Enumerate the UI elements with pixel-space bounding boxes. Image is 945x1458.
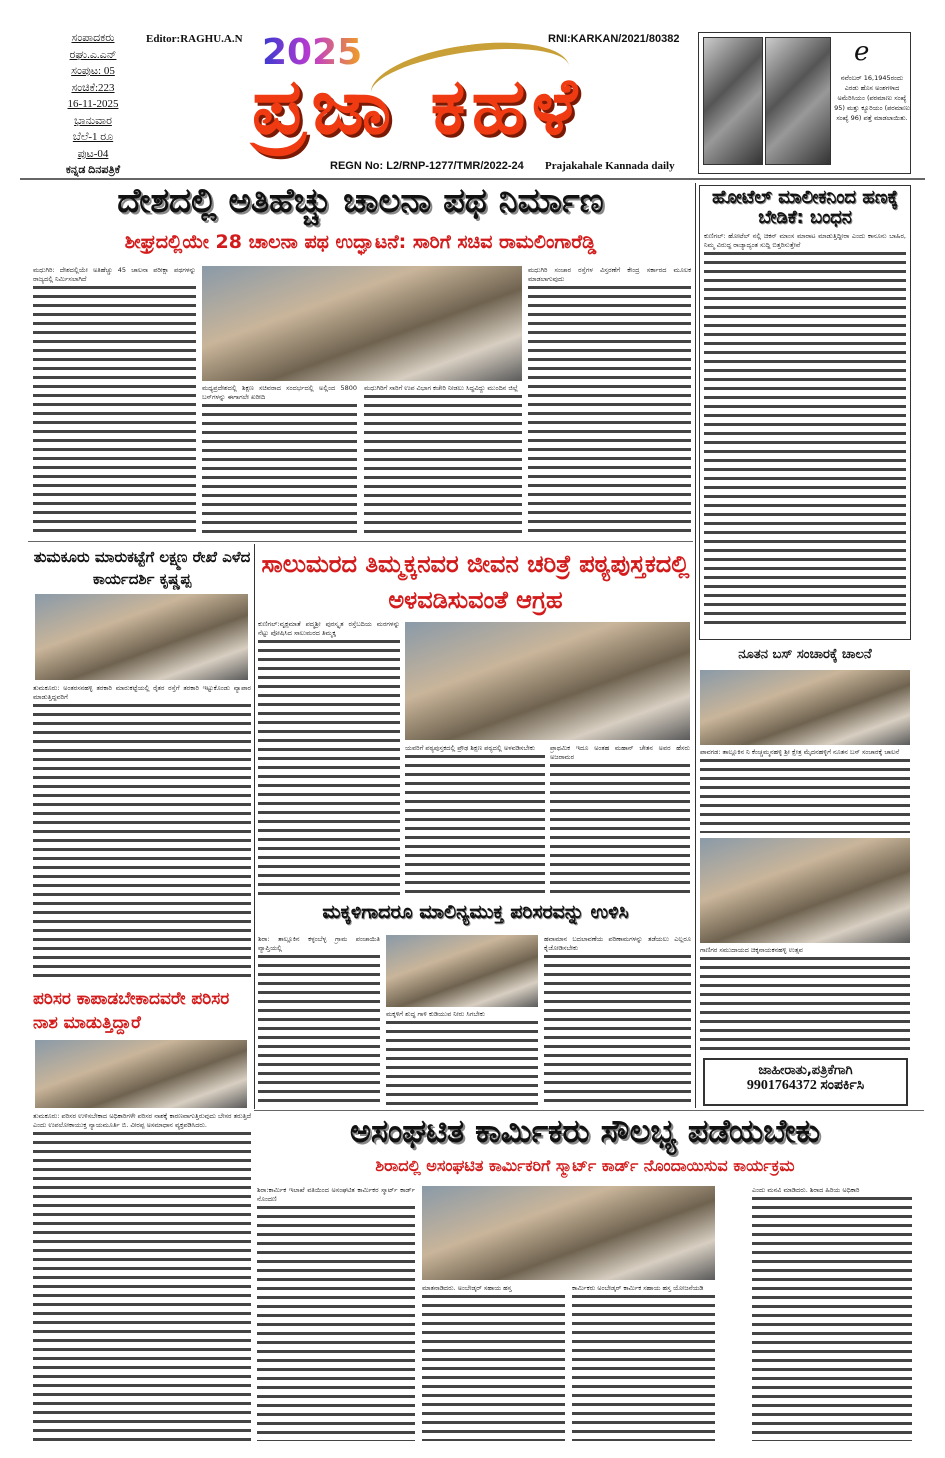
lead-subhead: ಶೀಘ್ರದಲ್ಲಿಯೇ 28 ಚಾಲನಾ ಪಥ ಉದ್ಘಾಟನೆ: ಸಾರಿಗೆ ಸಚಿವ ರಾಮಲಿಂಗಾರೆಡ್ಡಿ [124,231,597,253]
divider [254,1110,924,1111]
lead-body: ಮಧುಗಿರಿ ಸಂಚಾರ ರಸ್ತೆಗಳ ವಿಸ್ತರಣೆಗೆ ಕೇಂದ್ರ ಸರ್ಕಾರದ ಮೂಲಕ ಮಾಡಲಾಗುವುದು [528,266,691,538]
workers-body: ಎಂದು ಮನವಿ ಮಾಡಿದರು. ಶಿರಾದ ಹಿರಿಯ ಅಧಿಕಾರಿ [752,1186,912,1441]
editor-name: ರಘು.ಎ.ಎನ್ [69,48,117,61]
salumarada-body: ಕುಣಿಗಲ್:ವೃಕ್ಷಮಾತೆ ಪದ್ಮಶ್ರೀ ಪುರಸ್ಕೃತ ರಸ್ತೆಬದಿಯ ಮರಗಳನ್ನು ನೆಟ್ಟು ಪೋಷಿಸಿದ ಸಾಲುಮರದ ತಿಮ್ಮಕ್ಕ [258,620,400,898]
market-photo [35,594,248,680]
divider [28,541,693,542]
ad-contact: ಸಂಪರ್ಕಿಸಿ [820,1078,865,1093]
event-photo [700,838,910,943]
salumarada-body: ಯವರಿಗೆ ಪಠ್ಯಪುಸ್ತಕದಲ್ಲಿ ಪ್ರೌಢ ಶಿಕ್ಷಣ ಪಠ್ಯದಲ್ಲಿ ಅಳವಡಿಸಬೇಕು [405,744,545,898]
issue-number: ಸಂಚಿಕೆ:223 [71,81,115,94]
makkalu-body: ಮಕ್ಕಳಿಗೆ ಶುದ್ಧ ಗಾಳಿ ಕುಡಿಯುವ ನೀರು ಸಿಗಬೇಕು [386,1010,538,1105]
bus-headline: ನೂತನ ಬಸ್ ಸಂಚಾರಕ್ಕೆ ಚಾಲನೆ [738,647,872,662]
e-paper-icon: e [854,37,870,67]
lead-photo [202,266,522,381]
tumakuru-body: ತುಮಕೂರು: ಅಂತರಸನಹಳ್ಳಿ ತರಕಾರಿ ಮಾರುಕಟ್ಟೆಯಲ್ಲಿ ರೈತರ ರಸ್ತೆಗೆ ತರಕಾರಿ ಇಟ್ಟುಕೊಂಡು ವ್ಯಾಪಾರ ಮಾಡುತ್ತಿದ್ದವರಿಗೆ [33,684,251,982]
date: 16-11-2025 [67,98,119,110]
workers-subhead: ಶಿರಾದಲ್ಲಿ ಅಸಂಘಟಿತ ಕಾರ್ಮಿಕರಿಗೆ ಸ್ಮಾರ್ಟ್ ಕಾರ್ಡ್ ನೊಂದಾಯಿಸುವ ಕಾರ್ಯಕ್ರಮ [375,1156,795,1175]
fact-text: ನವೆಂಬರ್ 16,1945ರಂದು ಎರಡು ಹೊಸ ಅಂಶಗಳಾದ ಅಮೆರಿಸಿಯಂ (ಪರಮಾಣು ಸಂಖ್ಯೆ 95) ಮತ್ತು ಕ್ಯೂರಿಯಂ (ಪರಮಾಣು ಸಂಖ್ಯೆ 96) ಪತ್ತೆ ಮಾಡಲಾಯಿತು. [834,74,910,122]
hotel-headline: ಹೋಟೆಲ್ ಮಾಲೀಕನಿಂದ ಹಣಕ್ಕೆ ಬೇಡಿಕೆ: ಬಂಧನ [712,187,898,228]
logo-year: 2025 [262,32,363,73]
salumarada-photo [405,622,690,740]
hotel-story [699,185,911,640]
school-photo [386,935,538,1007]
paper-type: ಕನ್ನಡ ದಿನಪತ್ರಿಕೆ [65,164,121,176]
editor: Editor:RAGHU.A.N [146,33,243,45]
bus-photo [700,670,910,745]
hotel-body: ಕುಣಿಗಲ್: ಹೋಟೆಲ್ ನಲ್ಲಿ ಚಿಕನ್ ಮಾಂಸ ಮಾರಾಟ ಮಾಡುತ್ತಿದ್ದೀರಾ ಎಂದು ಕಾನೂನು ಬಾಹಿರ, ನಿಮ್ಮ ವಿರುದ್ಧ ರಾಜ್ಯಾದ್ಯಂತ ಸುದ್ದಿ ಬಿತ್ತರಿಸುತ್ತೇವೆ [704,232,906,627]
makkalu-body: ಶಿರಾ: ತಾಲ್ಲೂಕಿನ ಕಳ್ಳಂಬೆಳ್ಳ ಗ್ರಾಮ ಪಂಚಾಯಿತಿ ವ್ಯಾಪ್ತಿಯಲ್ಲಿ [258,935,380,1105]
lead-headline: ದೇಶದಲ್ಲಿ ಅತಿಹೆಚ್ಚು ಚಾಲನಾ ಪಥ ನಿರ್ಮಾಣ [117,181,604,221]
makkalu-body: ಹವಾಮಾನ ಬದಲಾವಣೆಯ ಪರಿಣಾಮಗಳನ್ನು ತಡೆಯಲು ಎಲ್ಲರೂ ಕೈಜೋಡಿಸಬೇಕು [544,935,691,1105]
lead-body: ಮಧುಗಿರಿ: ದೇಶದಲ್ಲಿಯೇ ಅತಿಹೆಚ್ಚು 45 ಚಾಲನಾ ಪರೀಕ್ಷಾ ಪಥಗಳನ್ನು ರಾಜ್ಯದಲ್ಲಿ ನಿರ್ಮಿಸಲಾಗಿದೆ [33,266,196,538]
editor-label: ಸಂಪಾದಕರು [71,32,115,44]
pages: ಪುಟ-04 [77,147,109,160]
ad-text: ಜಾಹೀರಾತು,ಪತ್ರಿಕೆಗಾಗಿ [758,1063,853,1078]
parisara-headline: ಪರಿಸರ ಕಾಪಾಡಬೇಕಾದವರೇ ಪರಿಸರ ನಾಶ ಮಾಡುತ್ತಿದ್ದಾರೆ [33,989,230,1033]
scientist-photo [703,37,763,165]
registration-number: REGN No: L2/RNP-1277/TMR/2022-24 [330,160,524,172]
tagline: Prajakahale Kannada daily [545,160,675,172]
column-divider [254,544,255,1109]
salumarada-headline: ಸಾಲುಮರದ ತಿಮ್ಮಕ್ಕನವರ ಜೀವನ ಚರಿತ್ರೆ ಪಠ್ಯಪುಸ್ತಕದಲ್ಲಿ ಅಳವಡಿಸುವಂತೆ ಆಗ್ರಹ [261,550,690,614]
column-divider [695,183,696,1108]
tumakuru-headline: ತುಮಕೂರು ಮಾರುಕಟ್ಟೆಗೆ ಲಕ್ಷ್ಮಣ ರೇಖೆ ಎಳೆದ ಕಾರ್ಯದರ್ಶಿ ಕೃಷ್ಣಪ್ಪ [33,548,251,588]
makkalu-headline: ಮಕ್ಕಳಿಗಾದರೂ ಮಾಲಿನ್ಯಮುಕ್ತ ಪರಿಸರವನ್ನು ಉಳಿಸಿ [322,901,629,923]
ad-phone: 9901764372 [746,1078,817,1093]
lead-body: ಮಧ್ಯಪ್ರದೇಶದಲ್ಲಿ ಶಿಕ್ಷಣ ಸಚಿವರಾದ ಸಂದರ್ಭದಲ್ಲಿ ಅಲ್ಲಿಂದ 5800 ಬಸ್‌ಗಳನ್ನು ಈಗಾಗಲೇ ಖರೀದಿ [202,384,357,538]
weekday: ಭಾನುವಾರ [74,114,112,127]
workers-body: ಮಾತನಾಡಿದರು. ಅಂಬೇಡ್ಕರ್ ಸಹಾಯ ಹಸ್ತ [422,1284,565,1441]
event-body: ಗಾಣಿಗರ ಸಮುದಾಯದ ಚಿಕ್ಕನಾಯಕನಹಳ್ಳಿ ಉತ್ಸವ [700,946,910,1051]
today-in-history-box [698,32,911,174]
newspaper-logo: ಪ್ರಜಾ ಕಹಳೆ [251,62,584,152]
parisara-body: ತುಮಕೂರು: ಪರಿಸರ ಉಳಿಸಬೇಕಾದ ಅಧಿಕಾರಿಗಳೇ ಪರಿಸರ ನಾಶಕ್ಕೆ ಕಾರಣವಾಗುತ್ತಿರುವುದು ಬೇಸರ ತರುತ್ತಿದೆ ಎಂದು ಉಪಲೋಕಾಯುಕ್ತ ನ್ಯಾಯಮೂರ್ತಿ ಬಿ. ವೀರಪ್ಪ ಅಸಮಾಧಾನ ವ್ಯಕ್ತಪಡಿಸಿದರು. [33,1112,251,1442]
lead-body: ಮಧುಗಿರಿಗೆ ಸಾರಿಗೆ ಉಪ ವಿಭಾಗ ಕಚೇರಿ ನೀಡಲು ಸಿದ್ಧವಿದ್ದು ಮುಂದಿನ ಜಿಲ್ಲೆ [364,384,522,538]
scientist-photo [765,37,831,165]
parisara-photo [35,1040,247,1108]
rni-number: RNI:KARKAN/2021/80382 [548,33,680,45]
volume: ಸಂಪುಟ: 05 [71,65,115,77]
advertisement-box [703,1058,908,1106]
price: ಬೆಲೆ-1 ರೂ [72,131,114,143]
workers-headline: ಅಸಂಘಟಿತ ಕಾರ್ಮಿಕರು ಸೌಲಭ್ಯ ಪಡೆಯಬೇಕು [349,1112,821,1150]
workers-photo [422,1186,715,1280]
divider [20,178,925,180]
issue-info [52,30,134,179]
salumarada-body: ಪ್ರಾಥಮಿಕ ಇದೂ ಅಂತಹ ಮಹಾನ್ ಚೇತನ ಅವರ ಹೆಸರು ಅಜರಾಮರ [550,744,690,898]
bus-body: ಪಾವಗಡ: ತಾಲ್ಲೂಕಿನ ನಿ ಕೆಂಚ್ಚಮ್ಮನಹಳ್ಳಿ ಶ್ರೀ ಕ್ಷೇತ್ರ ಮೈದನಹಳ್ಳಿಗೆ ನೂತನ ಬಸ್ ಸಂಚಾರಕ್ಕೆ ಚಾಲನೆ [700,748,910,833]
workers-body: ಕಾರ್ಮಿಕರು ಅಂಬೇಡ್ಕರ್ ಕಾರ್ಮಿಕ ಸಹಾಯ ಹಸ್ತ ಯೋಜನೆಯಡಿ [572,1284,715,1441]
workers-body: ಶಿರಾ:ಕಾರ್ಮಿಕ ಇಲಾಖೆ ವತಿಯಿಂದ ಅಸಂಘಟಿತ ಕಾರ್ಮಿಕರ ಸ್ಮಾರ್ಟ್ ಕಾರ್ಡ್ ನೊಂದಣಿ [257,1186,415,1441]
